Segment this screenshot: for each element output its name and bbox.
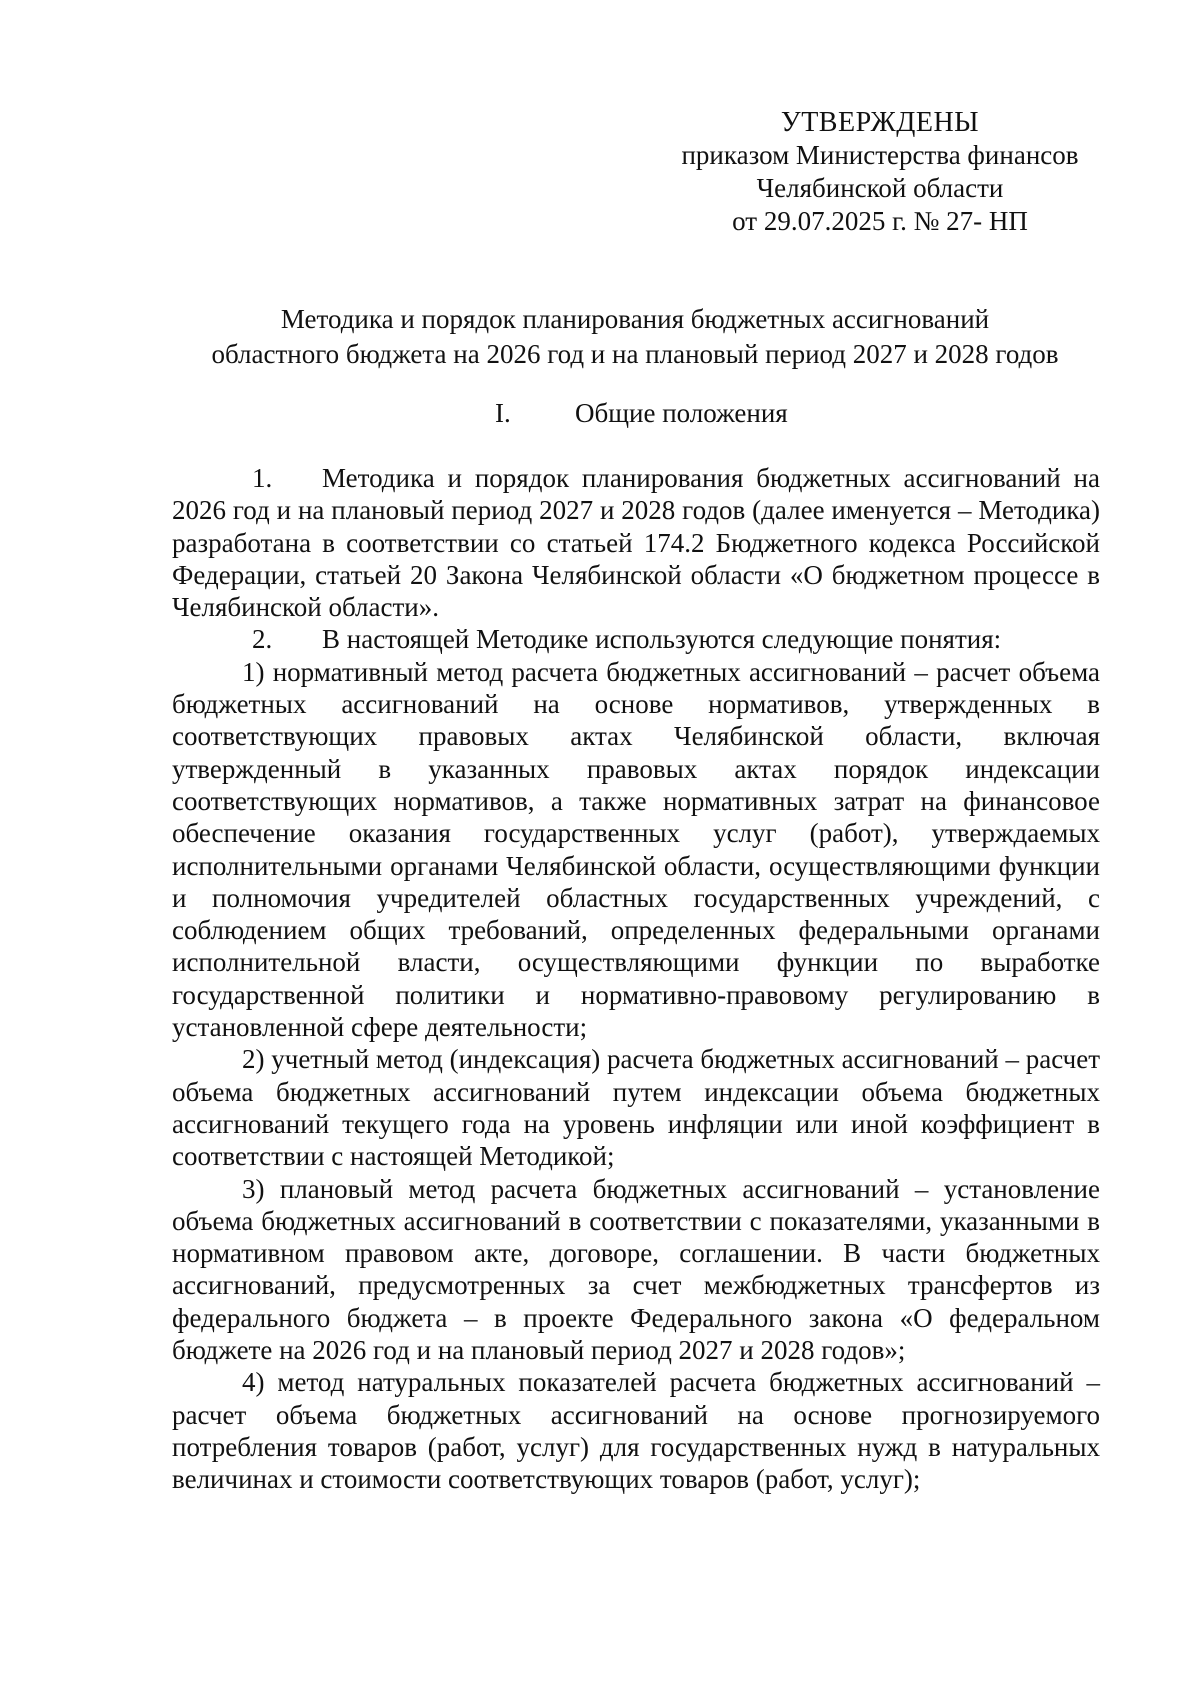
paragraph-2-number: 2.: [252, 624, 273, 655]
document-body: [172, 462, 1100, 1496]
approval-line-date: от 29.07.2025 г. № 27- НП: [732, 206, 1028, 236]
paragraph-2-text: В настоящей Методике используются следующие понятия:: [322, 624, 1002, 655]
document-title: [170, 302, 1100, 372]
definition-item-1: 1) нормативный метод расчета бюджетных ассигнований – расчет объема бюджетных ассигнований на основе нормативов, утвержденных в соответствующих правовых актах Челябинской области, включая утвержденный в указанных правовых актах порядок индексации соответствующих нормативов, а также нормативных затрат на финансовое обеспечение оказания государственных услуг (работ), утверждаемых исполнительными органами Челябинской области, осуществляющими функции и полномочия учредителей областных государственных учреждений, с соблюдением общих требований, определенных федеральными органами исполнительной власти, осуществляющими функции по выработке государственной политики и нормативно-правовому регулированию в установленной сфере деятельности;: [172, 656, 1100, 1043]
paragraph-1-text: Методика и порядок планирования бюджетных ассигнований на 2026 год и на плановый период 2027 и 2028 годов (далее именуется – Методика) разработана в соответствии со статьей 174.2 Бюджетного кодекса Российской Федерации, статьей 20 Закона Челябинской области «О бюджетном процессе в Челябинской области».: [172, 463, 1100, 623]
paragraph-2: [172, 623, 1100, 655]
definition-item-3: 3) плановый метод расчета бюджетных ассигнований – установление объема бюджетных ассигнований в соответствии с показателями, указанными в нормативном правовом акте, договоре, соглашении. В части бюджетных ассигнований, предусмотренных за счет межбюджетных трансфертов из федерального бюджета – в проекте Федерального закона «О федеральном бюджете на 2026 год и на плановый период 2027 и 2028 годов»;: [172, 1173, 1100, 1366]
paragraph-1: [172, 462, 1100, 623]
approval-line-region: Челябинской области: [756, 173, 1004, 203]
section-number: I.: [495, 398, 511, 428]
approval-line-order: приказом Министерства финансов: [681, 140, 1079, 170]
approval-stamp-block: [660, 106, 1100, 238]
section-title: Общие положения: [575, 398, 788, 428]
paragraph-1-number: 1.: [252, 463, 273, 493]
title-line-2: областного бюджета на 2026 год и на плановый период 2027 и 2028 годов: [211, 339, 1059, 369]
definition-item-4: 4) метод натуральных показателей расчета бюджетных ассигнований – расчет объема бюджетных ассигнований на основе прогнозируемого потребления товаров (работ, услуг) для государственных нужд в натуральных величинах и стоимости соответствующих товаров (работ, услуг);: [172, 1367, 1100, 1495]
approval-heading: УТВЕРЖДЕНЫ: [780, 107, 980, 138]
definition-item-2: 2) учетный метод (индексация) расчета бюджетных ассигнований – расчет объема бюджетных ассигнований путем индексации объема бюджетных ассигнований текущего года на уровень инфляции или иной коэффициент в соответствии с настоящей Методикой;: [172, 1044, 1101, 1172]
title-line-1: Методика и порядок планирования бюджетных ассигнований: [280, 304, 990, 334]
